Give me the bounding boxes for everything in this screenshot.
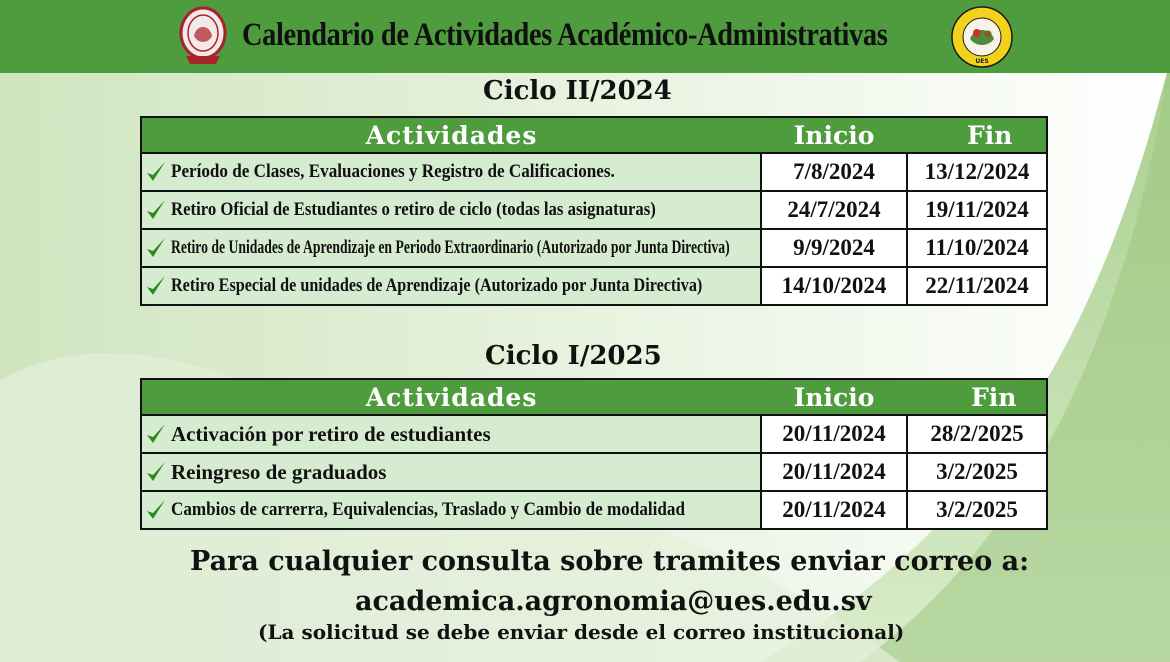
start-date: 14/10/2024 [761, 267, 907, 305]
start-date: 24/7/2024 [761, 191, 907, 229]
table-row [141, 229, 1047, 267]
contact-email[interactable]: academica.agronomia@ues.edu.sv [355, 586, 872, 617]
column-header-end: Fin [907, 379, 1047, 415]
column-header-start: Inicio [761, 379, 907, 415]
table-header-row [141, 117, 1047, 153]
seal-text: UES [975, 58, 989, 65]
start-date: 9/9/2024 [761, 229, 907, 267]
contact-instruction: Para cualquier consulta sobre tramites enviar correo a: [190, 546, 1030, 577]
column-header-activities: Actividades [141, 117, 761, 153]
check-icon [145, 498, 167, 522]
faculty-agronomy-seal-icon [950, 5, 1014, 69]
table-row [141, 491, 1047, 529]
cycle-title-ii-2024: Ciclo II/2024 [483, 76, 672, 106]
column-header-end: Fin [907, 117, 1047, 153]
activities-table-ciclo-i-2025 [140, 378, 1048, 530]
university-seal-icon [178, 6, 228, 66]
table-row [141, 153, 1047, 191]
table-row [141, 415, 1047, 453]
table-row [141, 191, 1047, 229]
start-date: 20/11/2024 [761, 453, 907, 491]
end-date: 28/2/2025 [907, 415, 1047, 453]
start-date: 20/11/2024 [761, 491, 907, 529]
start-date: 20/11/2024 [761, 415, 907, 453]
end-date: 13/12/2024 [907, 153, 1047, 191]
end-date: 22/11/2024 [907, 267, 1047, 305]
activity-label: Período de Clases, Evaluaciones y Registro de Calificaciones. [171, 161, 615, 182]
start-date: 7/8/2024 [761, 153, 907, 191]
end-date: 19/11/2024 [907, 191, 1047, 229]
check-icon [145, 160, 167, 184]
end-date: 3/2/2025 [907, 491, 1047, 529]
check-icon [145, 236, 167, 260]
check-icon [145, 274, 167, 298]
activity-label: Retiro Especial de unidades de Aprendizaje (Autorizado por Junta Directiva) [171, 275, 703, 296]
end-date: 11/10/2024 [907, 229, 1047, 267]
cycle-title-i-2025: Ciclo I/2025 [485, 341, 662, 371]
activity-label: Cambios de carrerra, Equivalencias, Traslado y Cambio de modalidad [171, 499, 685, 520]
end-date: 3/2/2025 [907, 453, 1047, 491]
activity-label: Reingreso de graduados [171, 459, 387, 484]
table-row [141, 267, 1047, 305]
table-row [141, 453, 1047, 491]
page-title: Calendario de Actividades Académico-Administrativas [242, 17, 888, 53]
table-header-row [141, 379, 1047, 415]
check-icon [145, 460, 167, 484]
check-icon [145, 198, 167, 222]
activity-label: Retiro de Unidades de Aprendizaje en Periodo Extraordinario (Autorizado por Junta Directiva) [171, 237, 730, 258]
column-header-activities: Actividades [141, 379, 761, 415]
check-icon [145, 422, 167, 446]
column-header-start: Inicio [761, 117, 907, 153]
activities-table-ciclo-ii-2024 [140, 116, 1048, 306]
contact-note: (La solicitud se debe enviar desde el correo institucional) [258, 620, 905, 644]
activity-label: Retiro Oficial de Estudiantes o retiro de ciclo (todas las asignaturas) [171, 199, 656, 220]
activity-label: Activación por retiro de estudiantes [171, 421, 491, 446]
